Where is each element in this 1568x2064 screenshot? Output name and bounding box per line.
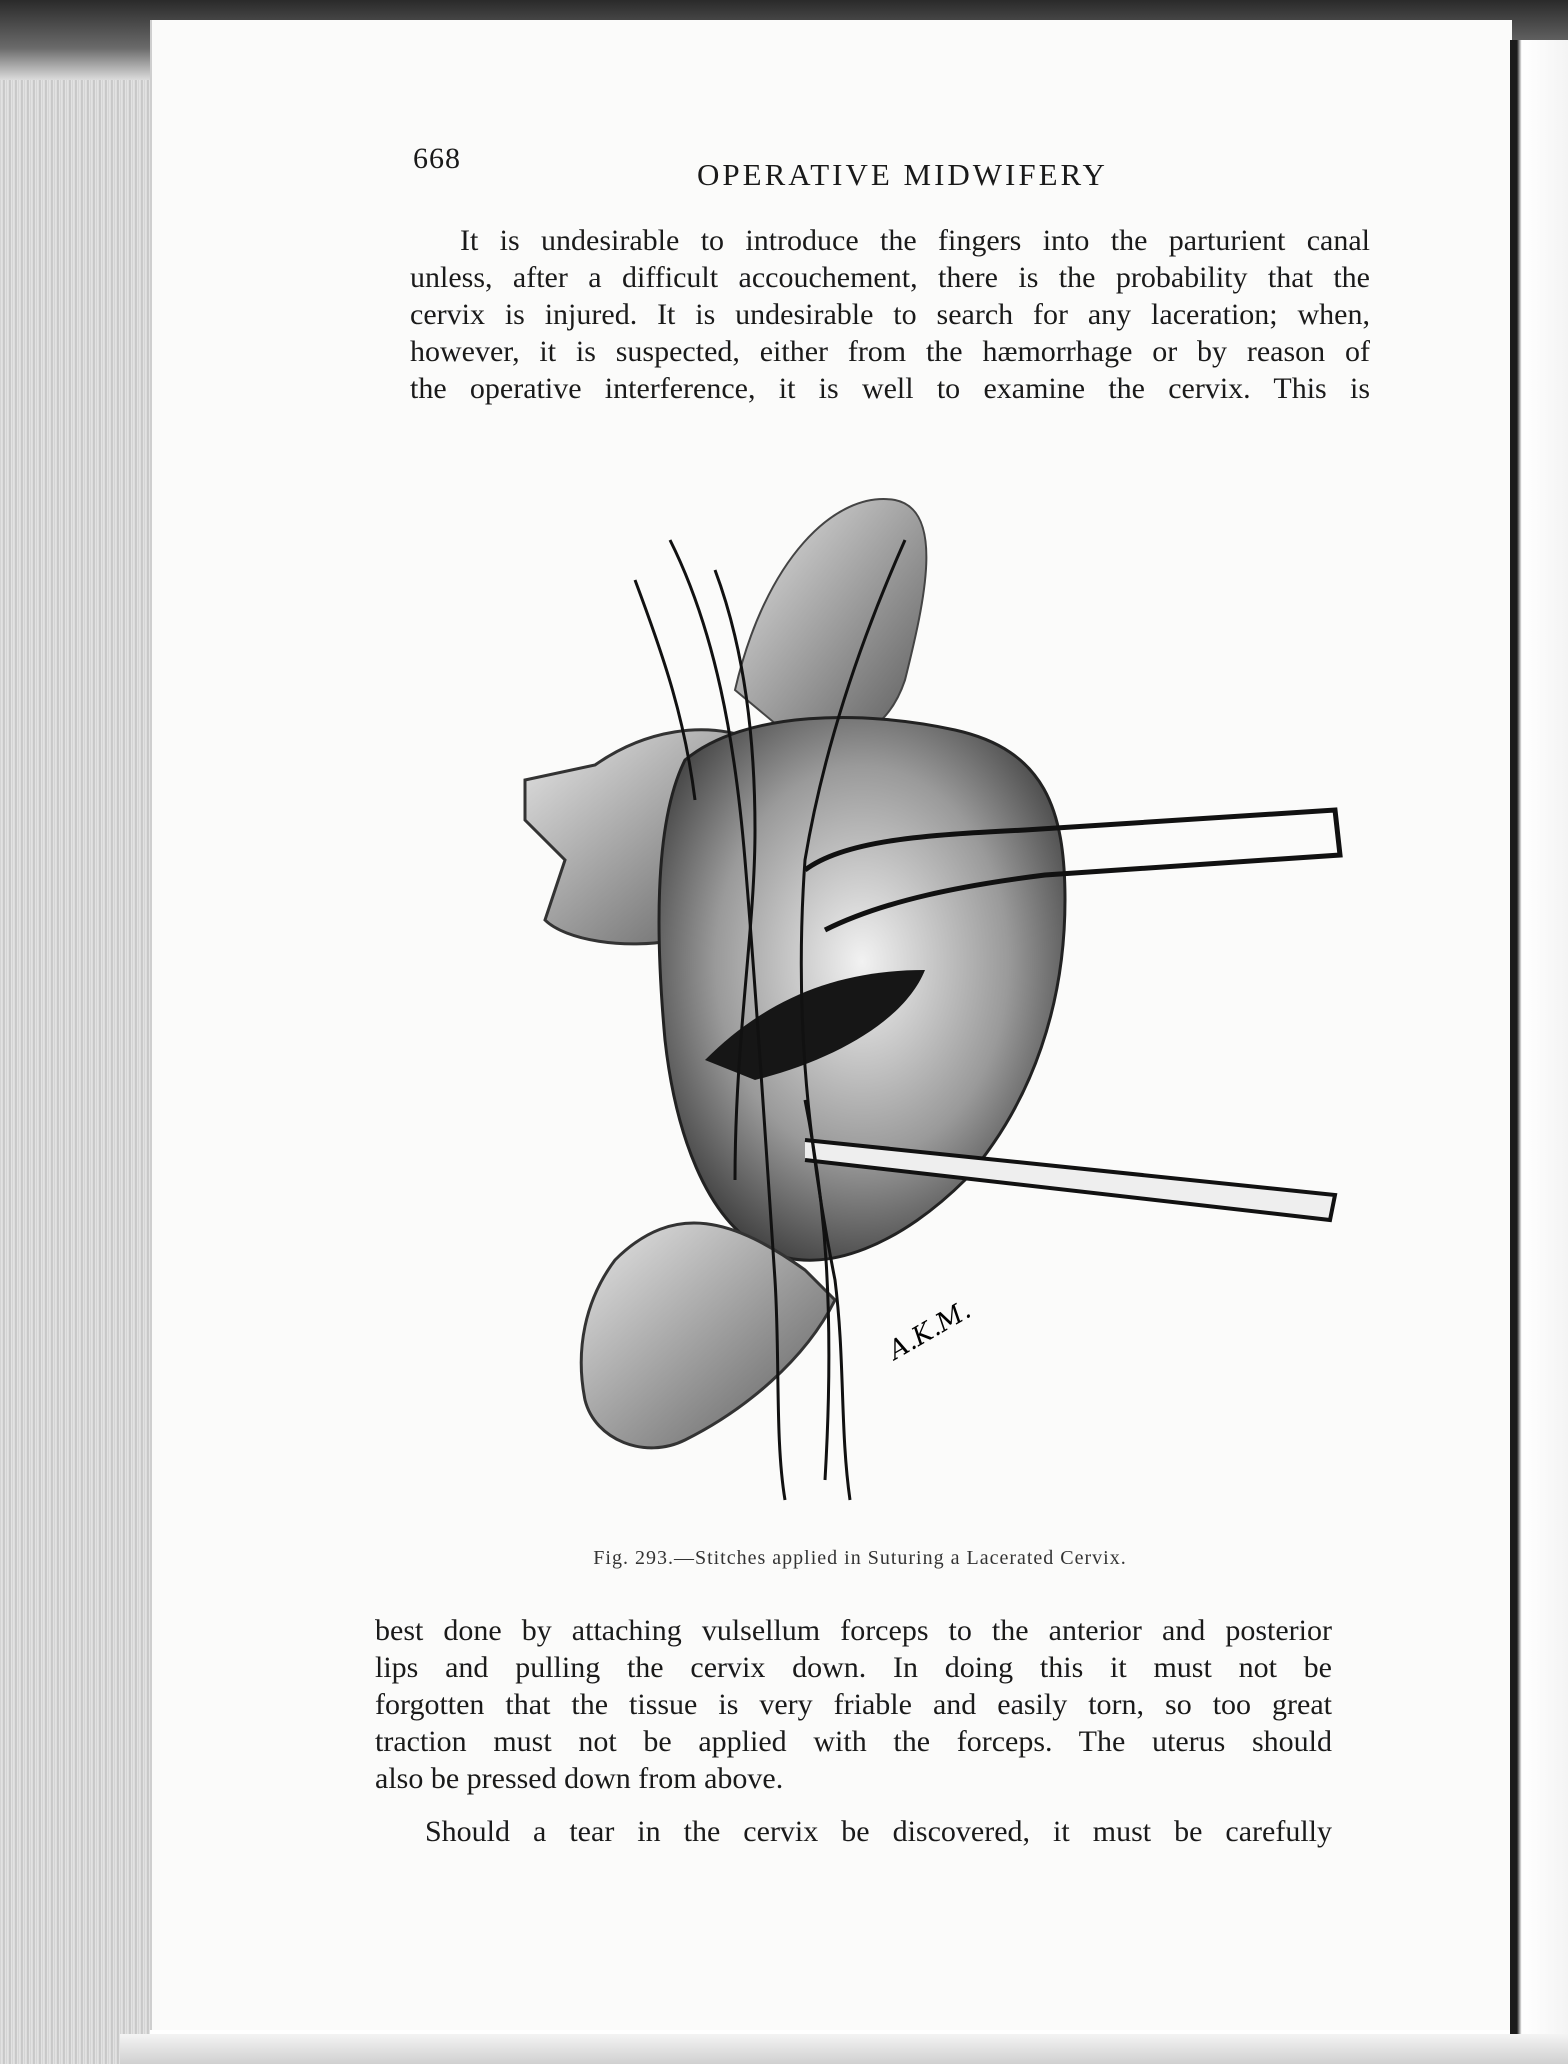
text-line: best done by attaching vulsellum forceps to the anterior and posterior: [375, 1614, 1332, 1647]
text-line: traction must not be applied with the forceps. The uterus should: [375, 1725, 1332, 1758]
book-page-stack: [0, 80, 150, 2064]
surgical-illustration: [505, 480, 1350, 1520]
text-line: It is undesirable to introduce the fingers into the parturient canal: [460, 224, 1370, 257]
text-line: also be pressed down from above.: [375, 1762, 784, 1795]
paragraph-1: [410, 222, 1370, 407]
text-line: the operative interference, it is well to examine the cervix. This is: [410, 372, 1370, 405]
text-line: unless, after a difficult accouchement, there is the probability that the: [410, 261, 1370, 294]
book-bottom-edge: [120, 2034, 1568, 2064]
illustrator-signature: A.K.M.: [883, 1295, 977, 1367]
figure-caption: Fig. 293.—Stitches applied in Suturing a Lacerated Cervix.: [593, 1547, 1127, 1569]
paragraph-2: [375, 1612, 1332, 1797]
running-title: OPERATIVE MIDWIFERY: [697, 157, 1108, 192]
text-line: Should a tear in the cervix be discovered, it must be carefully: [425, 1815, 1332, 1848]
text-line: forgotten that the tissue is very friable and easily torn, so too great: [375, 1688, 1332, 1721]
book-right-edge: [1510, 40, 1568, 2064]
text-line: lips and pulling the cervix down. In doing this it must not be: [375, 1651, 1332, 1684]
text-line: however, it is suspected, either from the hæmorrhage or by reason of: [410, 335, 1370, 368]
paragraph-3: [375, 1813, 1332, 1850]
page-number: 668: [413, 142, 461, 175]
text-line: cervix is injured. It is undesirable to search for any laceration; when,: [410, 298, 1370, 331]
upper-fold: [735, 499, 926, 743]
